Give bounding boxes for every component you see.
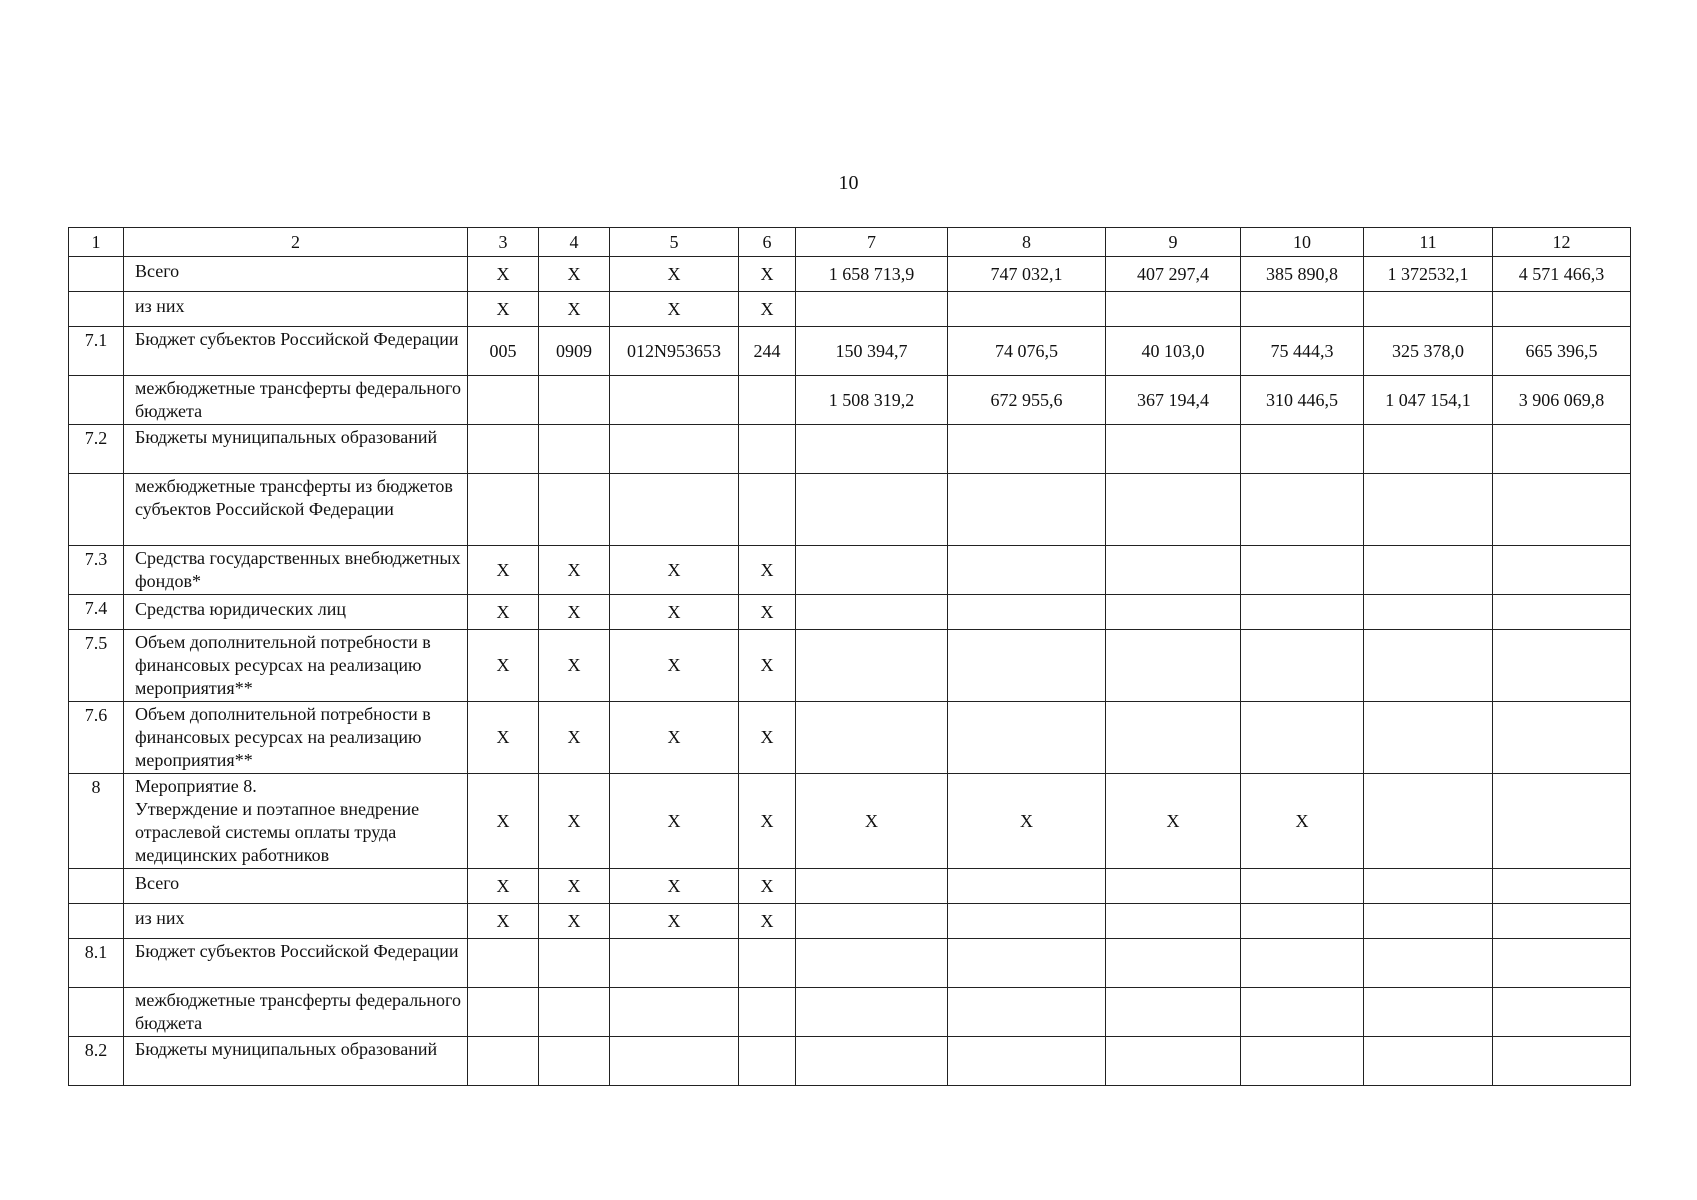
column-header: 10 bbox=[1241, 228, 1364, 257]
value-cell: 747 032,1 bbox=[948, 257, 1106, 292]
value-cell: 3 906 069,8 bbox=[1493, 376, 1631, 425]
table-row bbox=[69, 376, 1631, 425]
value-cell bbox=[1106, 292, 1241, 327]
value-cell bbox=[468, 939, 539, 988]
value-cell bbox=[610, 1037, 739, 1086]
value-cell bbox=[1493, 869, 1631, 904]
value-cell: 407 297,4 bbox=[1106, 257, 1241, 292]
table-row bbox=[69, 474, 1631, 546]
value-cell: 310 446,5 bbox=[1241, 376, 1364, 425]
value-cell bbox=[468, 1037, 539, 1086]
value-cell: Х bbox=[739, 774, 796, 869]
value-cell bbox=[1106, 869, 1241, 904]
value-cell: Х bbox=[796, 774, 948, 869]
row-number-cell: 8.2 bbox=[69, 1037, 124, 1086]
column-header: 4 bbox=[539, 228, 610, 257]
value-cell bbox=[610, 939, 739, 988]
table-row bbox=[69, 988, 1631, 1037]
value-cell bbox=[539, 939, 610, 988]
value-cell bbox=[1241, 546, 1364, 595]
page-number: 10 bbox=[838, 172, 859, 194]
value-cell: Х bbox=[539, 869, 610, 904]
table-row bbox=[69, 939, 1631, 988]
row-name-cell: Объем дополнительной потребности в финансовых ресурсах на реализацию мероприятия** bbox=[124, 702, 468, 774]
value-cell bbox=[1106, 425, 1241, 474]
value-cell bbox=[796, 702, 948, 774]
value-cell: 385 890,8 bbox=[1241, 257, 1364, 292]
value-cell bbox=[796, 546, 948, 595]
value-cell bbox=[796, 630, 948, 702]
value-cell bbox=[739, 474, 796, 546]
value-cell bbox=[1364, 630, 1493, 702]
table-row bbox=[69, 774, 1631, 869]
value-cell: Х bbox=[610, 595, 739, 630]
value-cell bbox=[796, 474, 948, 546]
row-number-cell bbox=[69, 257, 124, 292]
value-cell bbox=[948, 474, 1106, 546]
row-name-cell: Всего bbox=[124, 869, 468, 904]
value-cell bbox=[1241, 702, 1364, 774]
value-cell bbox=[1364, 702, 1493, 774]
value-cell bbox=[796, 988, 948, 1037]
value-cell bbox=[739, 425, 796, 474]
value-cell bbox=[948, 1037, 1106, 1086]
value-cell bbox=[1493, 425, 1631, 474]
table-row bbox=[69, 327, 1631, 376]
value-cell bbox=[468, 474, 539, 546]
value-cell: 005 bbox=[468, 327, 539, 376]
value-cell bbox=[1364, 595, 1493, 630]
value-cell bbox=[796, 939, 948, 988]
value-cell bbox=[1241, 904, 1364, 939]
value-cell bbox=[1241, 1037, 1364, 1086]
value-cell: 74 076,5 bbox=[948, 327, 1106, 376]
row-name-cell: Бюджеты муниципальных образований bbox=[124, 425, 468, 474]
value-cell: Х bbox=[610, 292, 739, 327]
table-row bbox=[69, 630, 1631, 702]
value-cell: Х bbox=[739, 546, 796, 595]
budget-table bbox=[68, 227, 1631, 1086]
value-cell bbox=[796, 425, 948, 474]
value-cell bbox=[1364, 1037, 1493, 1086]
value-cell bbox=[1106, 630, 1241, 702]
value-cell bbox=[1241, 988, 1364, 1037]
value-cell: 672 955,6 bbox=[948, 376, 1106, 425]
value-cell bbox=[1493, 702, 1631, 774]
value-cell: Х bbox=[468, 869, 539, 904]
value-cell: Х bbox=[539, 257, 610, 292]
value-cell: Х bbox=[539, 292, 610, 327]
value-cell bbox=[1493, 1037, 1631, 1086]
value-cell bbox=[1493, 474, 1631, 546]
value-cell: Х bbox=[468, 292, 539, 327]
value-cell: 367 194,4 bbox=[1106, 376, 1241, 425]
value-cell bbox=[948, 988, 1106, 1037]
value-cell bbox=[468, 376, 539, 425]
value-cell bbox=[1364, 292, 1493, 327]
value-cell bbox=[610, 376, 739, 425]
value-cell bbox=[739, 376, 796, 425]
value-cell bbox=[1241, 630, 1364, 702]
value-cell: Х bbox=[739, 595, 796, 630]
value-cell: 0909 bbox=[539, 327, 610, 376]
value-cell: Х bbox=[539, 904, 610, 939]
table-row bbox=[69, 292, 1631, 327]
value-cell bbox=[1106, 939, 1241, 988]
column-header: 9 bbox=[1106, 228, 1241, 257]
column-header: 12 bbox=[1493, 228, 1631, 257]
row-number-cell: 8.1 bbox=[69, 939, 124, 988]
value-cell: Х bbox=[739, 702, 796, 774]
value-cell: 1 658 713,9 bbox=[796, 257, 948, 292]
value-cell bbox=[739, 939, 796, 988]
row-name-cell: из них bbox=[124, 904, 468, 939]
value-cell bbox=[796, 292, 948, 327]
row-name-cell: Объем дополнительной потребности в финансовых ресурсах на реализацию мероприятия** bbox=[124, 630, 468, 702]
value-cell: Х bbox=[539, 774, 610, 869]
value-cell bbox=[468, 988, 539, 1037]
value-cell bbox=[610, 988, 739, 1037]
value-cell bbox=[948, 939, 1106, 988]
value-cell: 75 444,3 bbox=[1241, 327, 1364, 376]
value-cell bbox=[1241, 425, 1364, 474]
value-cell bbox=[796, 869, 948, 904]
value-cell: Х bbox=[610, 774, 739, 869]
table-row bbox=[69, 1037, 1631, 1086]
value-cell bbox=[539, 474, 610, 546]
table-header-row bbox=[69, 228, 1631, 257]
value-cell bbox=[948, 904, 1106, 939]
value-cell bbox=[1241, 595, 1364, 630]
value-cell bbox=[1493, 904, 1631, 939]
value-cell bbox=[796, 595, 948, 630]
value-cell bbox=[1241, 939, 1364, 988]
value-cell: Х bbox=[739, 630, 796, 702]
column-header: 8 bbox=[948, 228, 1106, 257]
value-cell: Х bbox=[739, 292, 796, 327]
row-number-cell bbox=[69, 869, 124, 904]
table-row bbox=[69, 546, 1631, 595]
value-cell: 40 103,0 bbox=[1106, 327, 1241, 376]
value-cell: 1 508 319,2 bbox=[796, 376, 948, 425]
row-name-cell: межбюджетные трансферты федерального бюджета bbox=[124, 988, 468, 1037]
value-cell: Х bbox=[739, 257, 796, 292]
value-cell bbox=[1106, 546, 1241, 595]
value-cell bbox=[1364, 546, 1493, 595]
value-cell bbox=[948, 425, 1106, 474]
value-cell bbox=[1493, 292, 1631, 327]
row-number-cell bbox=[69, 292, 124, 327]
value-cell bbox=[539, 425, 610, 474]
value-cell bbox=[1493, 988, 1631, 1037]
value-cell: Х bbox=[610, 869, 739, 904]
value-cell bbox=[1241, 292, 1364, 327]
value-cell bbox=[539, 988, 610, 1037]
value-cell: 244 bbox=[739, 327, 796, 376]
table-row bbox=[69, 702, 1631, 774]
value-cell: Х bbox=[948, 774, 1106, 869]
row-number-cell: 7.6 bbox=[69, 702, 124, 774]
value-cell: Х bbox=[539, 702, 610, 774]
row-number-cell bbox=[69, 376, 124, 425]
row-number-cell bbox=[69, 904, 124, 939]
value-cell bbox=[539, 1037, 610, 1086]
value-cell bbox=[1493, 630, 1631, 702]
column-header: 11 bbox=[1364, 228, 1493, 257]
value-cell bbox=[1106, 988, 1241, 1037]
value-cell bbox=[1106, 595, 1241, 630]
value-cell bbox=[1241, 474, 1364, 546]
value-cell bbox=[1364, 904, 1493, 939]
value-cell bbox=[539, 376, 610, 425]
value-cell: Х bbox=[610, 702, 739, 774]
value-cell bbox=[796, 904, 948, 939]
row-name-cell: межбюджетные трансферты из бюджетов субъектов Российской Федерации bbox=[124, 474, 468, 546]
value-cell: Х bbox=[539, 595, 610, 630]
value-cell: Х bbox=[468, 702, 539, 774]
value-cell: 150 394,7 bbox=[796, 327, 948, 376]
column-header: 1 bbox=[69, 228, 124, 257]
value-cell: Х bbox=[539, 546, 610, 595]
value-cell bbox=[796, 1037, 948, 1086]
column-header: 6 bbox=[739, 228, 796, 257]
column-header: 7 bbox=[796, 228, 948, 257]
value-cell: Х bbox=[468, 774, 539, 869]
value-cell bbox=[1364, 774, 1493, 869]
value-cell: 4 571 466,3 bbox=[1493, 257, 1631, 292]
value-cell: Х bbox=[1241, 774, 1364, 869]
row-number-cell: 7.4 bbox=[69, 595, 124, 630]
row-number-cell bbox=[69, 474, 124, 546]
value-cell: Х bbox=[610, 904, 739, 939]
row-number-cell: 7.5 bbox=[69, 630, 124, 702]
value-cell: Х bbox=[468, 546, 539, 595]
row-name-cell: Средства государственных внебюджетных фондов* bbox=[124, 546, 468, 595]
value-cell bbox=[1364, 474, 1493, 546]
table-row bbox=[69, 257, 1631, 292]
table-row bbox=[69, 425, 1631, 474]
value-cell bbox=[468, 425, 539, 474]
value-cell bbox=[948, 292, 1106, 327]
value-cell bbox=[1106, 904, 1241, 939]
table-row bbox=[69, 869, 1631, 904]
row-name-cell: Бюджеты муниципальных образований bbox=[124, 1037, 468, 1086]
table-row bbox=[69, 595, 1631, 630]
value-cell bbox=[1364, 939, 1493, 988]
value-cell: Х bbox=[610, 630, 739, 702]
value-cell bbox=[948, 595, 1106, 630]
value-cell: Х bbox=[468, 904, 539, 939]
value-cell: Х bbox=[739, 869, 796, 904]
value-cell bbox=[948, 630, 1106, 702]
value-cell bbox=[1364, 425, 1493, 474]
value-cell: Х bbox=[1106, 774, 1241, 869]
value-cell: Х bbox=[468, 257, 539, 292]
value-cell: Х bbox=[610, 546, 739, 595]
value-cell: 665 396,5 bbox=[1493, 327, 1631, 376]
value-cell: 1 372532,1 bbox=[1364, 257, 1493, 292]
row-number-cell: 7.3 bbox=[69, 546, 124, 595]
column-header: 5 bbox=[610, 228, 739, 257]
value-cell bbox=[610, 474, 739, 546]
value-cell: Х bbox=[539, 630, 610, 702]
value-cell bbox=[1364, 869, 1493, 904]
row-name-cell: Бюджет субъектов Российской Федерации bbox=[124, 327, 468, 376]
value-cell: Х bbox=[468, 595, 539, 630]
value-cell bbox=[610, 425, 739, 474]
row-name-cell: Бюджет субъектов Российской Федерации bbox=[124, 939, 468, 988]
value-cell: 012N953653 bbox=[610, 327, 739, 376]
value-cell bbox=[948, 869, 1106, 904]
value-cell bbox=[1493, 939, 1631, 988]
row-number-cell: 7.1 bbox=[69, 327, 124, 376]
value-cell: Х bbox=[610, 257, 739, 292]
column-header: 2 bbox=[124, 228, 468, 257]
value-cell bbox=[948, 546, 1106, 595]
row-number-cell: 7.2 bbox=[69, 425, 124, 474]
value-cell bbox=[1106, 474, 1241, 546]
value-cell bbox=[1493, 546, 1631, 595]
value-cell: 1 047 154,1 bbox=[1364, 376, 1493, 425]
row-name-cell: из них bbox=[124, 292, 468, 327]
row-name-cell: Мероприятие 8. Утверждение и поэтапное внедрение отраслевой системы оплаты труда медицинских работников bbox=[124, 774, 468, 869]
value-cell bbox=[1106, 702, 1241, 774]
value-cell bbox=[739, 1037, 796, 1086]
value-cell bbox=[1493, 595, 1631, 630]
row-number-cell: 8 bbox=[69, 774, 124, 869]
table-row bbox=[69, 904, 1631, 939]
row-name-cell: Средства юридических лиц bbox=[124, 595, 468, 630]
value-cell: Х bbox=[739, 904, 796, 939]
value-cell bbox=[1106, 1037, 1241, 1086]
row-name-cell: межбюджетные трансферты федерального бюджета bbox=[124, 376, 468, 425]
value-cell bbox=[739, 988, 796, 1037]
row-number-cell bbox=[69, 988, 124, 1037]
value-cell: Х bbox=[468, 630, 539, 702]
value-cell: 325 378,0 bbox=[1364, 327, 1493, 376]
value-cell bbox=[1241, 869, 1364, 904]
row-name-cell: Всего bbox=[124, 257, 468, 292]
value-cell bbox=[948, 702, 1106, 774]
value-cell bbox=[1493, 774, 1631, 869]
value-cell bbox=[1364, 988, 1493, 1037]
column-header: 3 bbox=[468, 228, 539, 257]
